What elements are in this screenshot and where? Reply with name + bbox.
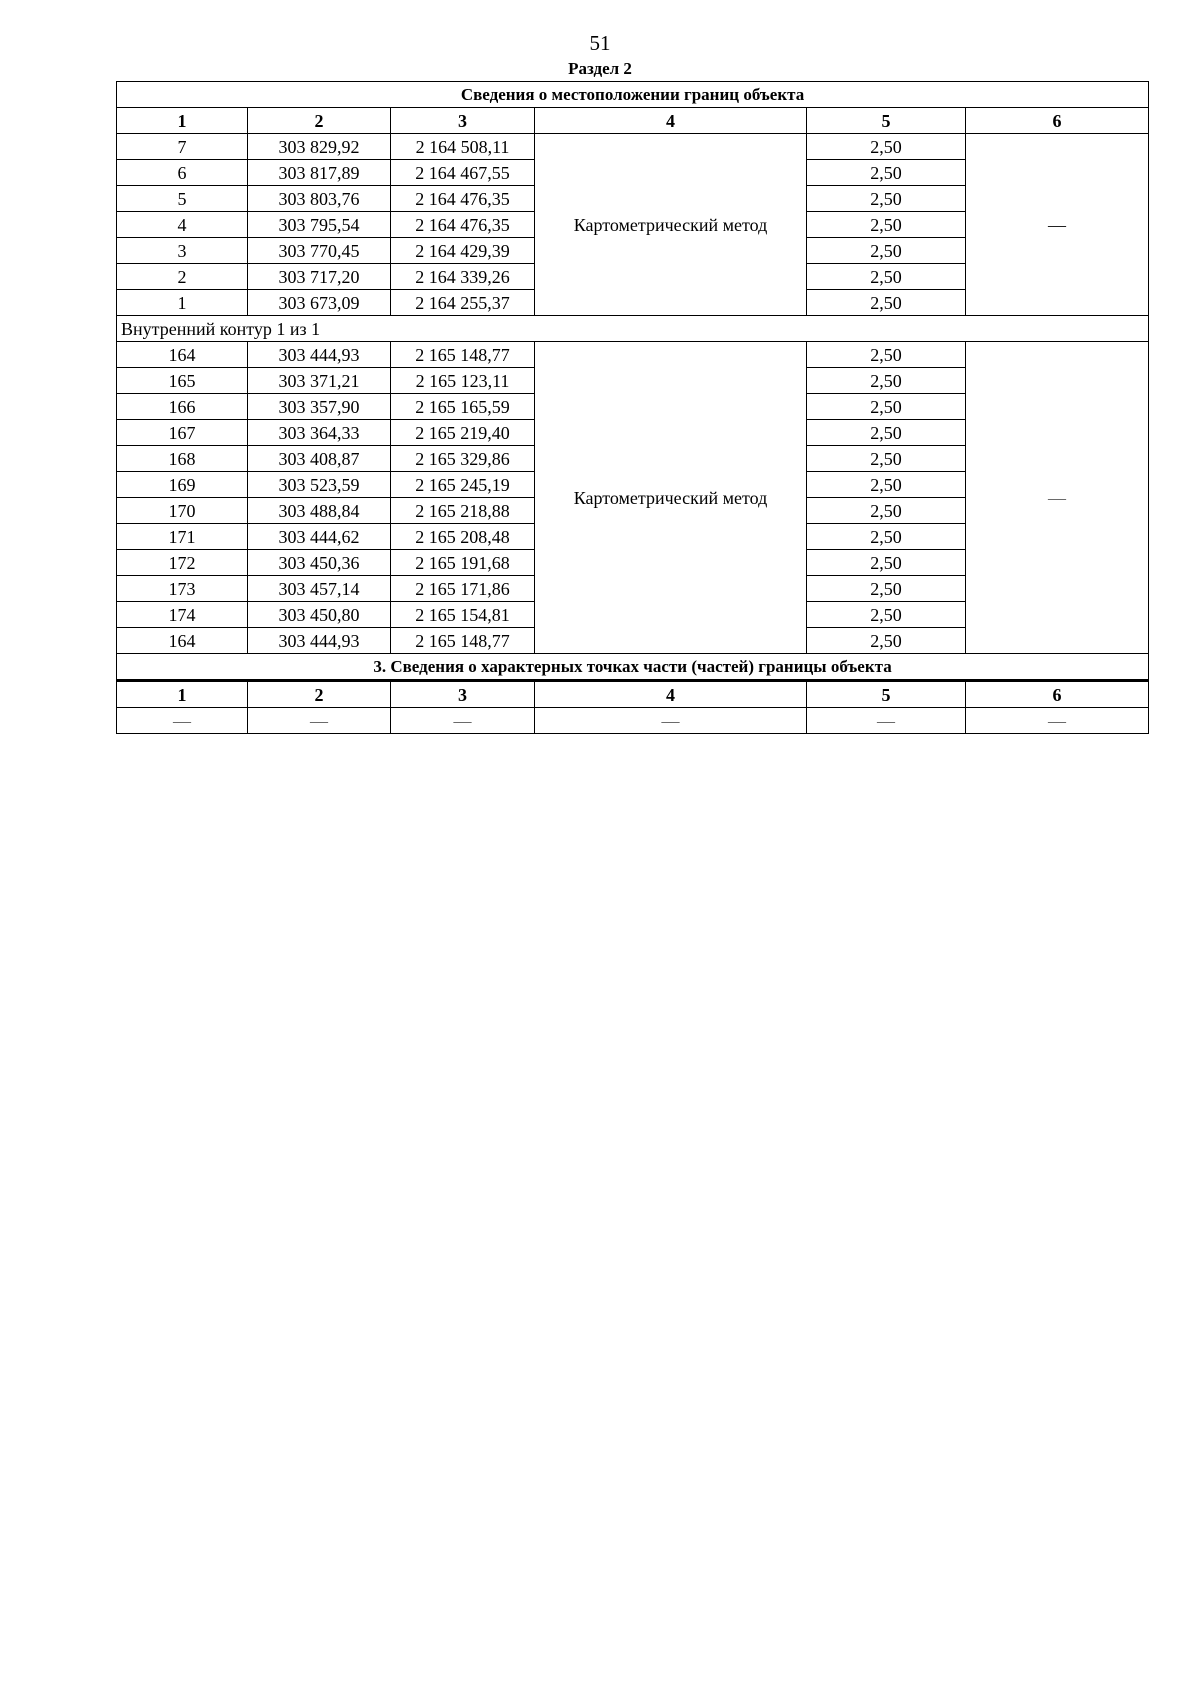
accuracy-cell: 2,50: [807, 498, 966, 524]
column-header: 6: [966, 681, 1149, 708]
column-header: 2: [248, 108, 391, 134]
accuracy-cell: 2,50: [807, 186, 966, 212]
point-number-cell: 7: [117, 134, 248, 160]
point-number-cell: 169: [117, 472, 248, 498]
accuracy-cell: 2,50: [807, 472, 966, 498]
column-header-row: [117, 108, 1149, 134]
point-number-cell: 167: [117, 420, 248, 446]
accuracy-cell: 2,50: [807, 264, 966, 290]
x-coordinate-cell: 303 357,90: [248, 394, 391, 420]
x-coordinate-cell: 303 673,09: [248, 290, 391, 316]
accuracy-cell: 2,50: [807, 342, 966, 368]
y-coordinate-cell: 2 165 154,81: [391, 602, 535, 628]
x-coordinate-cell: 303 364,33: [248, 420, 391, 446]
x-coordinate-cell: 303 803,76: [248, 186, 391, 212]
column-header: 5: [807, 108, 966, 134]
y-coordinate-cell: 2 165 218,88: [391, 498, 535, 524]
column-header: 1: [117, 681, 248, 708]
x-coordinate-cell: 303 829,92: [248, 134, 391, 160]
accuracy-cell: 2,50: [807, 628, 966, 654]
y-coordinate-cell: 2 165 123,11: [391, 368, 535, 394]
x-coordinate-cell: 303 408,87: [248, 446, 391, 472]
column-6-cell: —: [966, 134, 1149, 316]
accuracy-cell: 2,50: [807, 290, 966, 316]
column-header: 6: [966, 108, 1149, 134]
column-header: 5: [807, 681, 966, 708]
column-header: 4: [535, 681, 807, 708]
y-coordinate-cell: 2 165 208,48: [391, 524, 535, 550]
accuracy-cell: 2,50: [807, 576, 966, 602]
parts-header-row: [117, 681, 1149, 708]
x-coordinate-cell: 303 770,45: [248, 238, 391, 264]
y-coordinate-cell: 2 164 467,55: [391, 160, 535, 186]
point-number-cell: 4: [117, 212, 248, 238]
y-coordinate-cell: 2 164 508,11: [391, 134, 535, 160]
point-number-cell: 6: [117, 160, 248, 186]
y-coordinate-cell: 2 165 148,77: [391, 628, 535, 654]
accuracy-cell: 2,50: [807, 446, 966, 472]
parts-cell: —: [966, 708, 1149, 734]
table-title: Сведения о местоположении границ объекта: [117, 82, 1149, 108]
point-number-cell: 166: [117, 394, 248, 420]
y-coordinate-cell: 2 165 148,77: [391, 342, 535, 368]
method-cell: Картометрический метод: [535, 134, 807, 316]
point-number-cell: 172: [117, 550, 248, 576]
y-coordinate-cell: 2 165 329,86: [391, 446, 535, 472]
y-coordinate-cell: 2 165 191,68: [391, 550, 535, 576]
point-number-cell: 165: [117, 368, 248, 394]
accuracy-cell: 2,50: [807, 602, 966, 628]
point-number-cell: 2: [117, 264, 248, 290]
point-number-cell: 171: [117, 524, 248, 550]
x-coordinate-cell: 303 444,93: [248, 342, 391, 368]
point-number-cell: 5: [117, 186, 248, 212]
x-coordinate-cell: 303 817,89: [248, 160, 391, 186]
y-coordinate-cell: 2 165 219,40: [391, 420, 535, 446]
column-header: 2: [248, 681, 391, 708]
parts-cell: —: [807, 708, 966, 734]
accuracy-cell: 2,50: [807, 550, 966, 576]
y-coordinate-cell: 2 164 255,37: [391, 290, 535, 316]
table-title-row: [117, 82, 1149, 108]
x-coordinate-cell: 303 450,36: [248, 550, 391, 576]
y-coordinate-cell: 2 165 171,86: [391, 576, 535, 602]
accuracy-cell: 2,50: [807, 238, 966, 264]
parts-cell: —: [248, 708, 391, 734]
point-number-cell: 173: [117, 576, 248, 602]
accuracy-cell: 2,50: [807, 524, 966, 550]
y-coordinate-cell: 2 165 245,19: [391, 472, 535, 498]
point-number-cell: 164: [117, 628, 248, 654]
table-row: [117, 134, 1149, 160]
x-coordinate-cell: 303 371,21: [248, 368, 391, 394]
column-header: 3: [391, 108, 535, 134]
parts-cell: —: [535, 708, 807, 734]
method-cell: Картометрический метод: [535, 342, 807, 654]
point-number-cell: 1: [117, 290, 248, 316]
parts-cell: —: [391, 708, 535, 734]
inner-contour-label: Внутренний контур 1 из 1: [117, 316, 1149, 342]
x-coordinate-cell: 303 523,59: [248, 472, 391, 498]
section-title: Раздел 2: [568, 59, 632, 78]
y-coordinate-cell: 2 164 476,35: [391, 212, 535, 238]
page-number: 51: [589, 31, 611, 55]
accuracy-cell: 2,50: [807, 134, 966, 160]
accuracy-cell: 2,50: [807, 160, 966, 186]
y-coordinate-cell: 2 164 476,35: [391, 186, 535, 212]
y-coordinate-cell: 2 164 339,26: [391, 264, 535, 290]
y-coordinate-cell: 2 165 165,59: [391, 394, 535, 420]
x-coordinate-cell: 303 717,20: [248, 264, 391, 290]
accuracy-cell: 2,50: [807, 394, 966, 420]
parts-title: 3. Сведения о характерных точках части (частей) границы объекта: [117, 654, 1149, 681]
column-header: 3: [391, 681, 535, 708]
parts-title-row: [117, 654, 1149, 681]
accuracy-cell: 2,50: [807, 420, 966, 446]
inner-contour-row: [117, 316, 1149, 342]
parts-cell: —: [117, 708, 248, 734]
column-header: 4: [535, 108, 807, 134]
x-coordinate-cell: 303 795,54: [248, 212, 391, 238]
point-number-cell: 3: [117, 238, 248, 264]
accuracy-cell: 2,50: [807, 212, 966, 238]
y-coordinate-cell: 2 164 429,39: [391, 238, 535, 264]
accuracy-cell: 2,50: [807, 368, 966, 394]
point-number-cell: 168: [117, 446, 248, 472]
column-6-cell: —: [966, 342, 1149, 654]
x-coordinate-cell: 303 444,62: [248, 524, 391, 550]
boundary-table: [116, 81, 1149, 734]
column-header: 1: [117, 108, 248, 134]
point-number-cell: 174: [117, 602, 248, 628]
point-number-cell: 170: [117, 498, 248, 524]
x-coordinate-cell: 303 450,80: [248, 602, 391, 628]
point-number-cell: 164: [117, 342, 248, 368]
x-coordinate-cell: 303 488,84: [248, 498, 391, 524]
parts-row: [117, 708, 1149, 734]
table-row: [117, 342, 1149, 368]
x-coordinate-cell: 303 444,93: [248, 628, 391, 654]
x-coordinate-cell: 303 457,14: [248, 576, 391, 602]
